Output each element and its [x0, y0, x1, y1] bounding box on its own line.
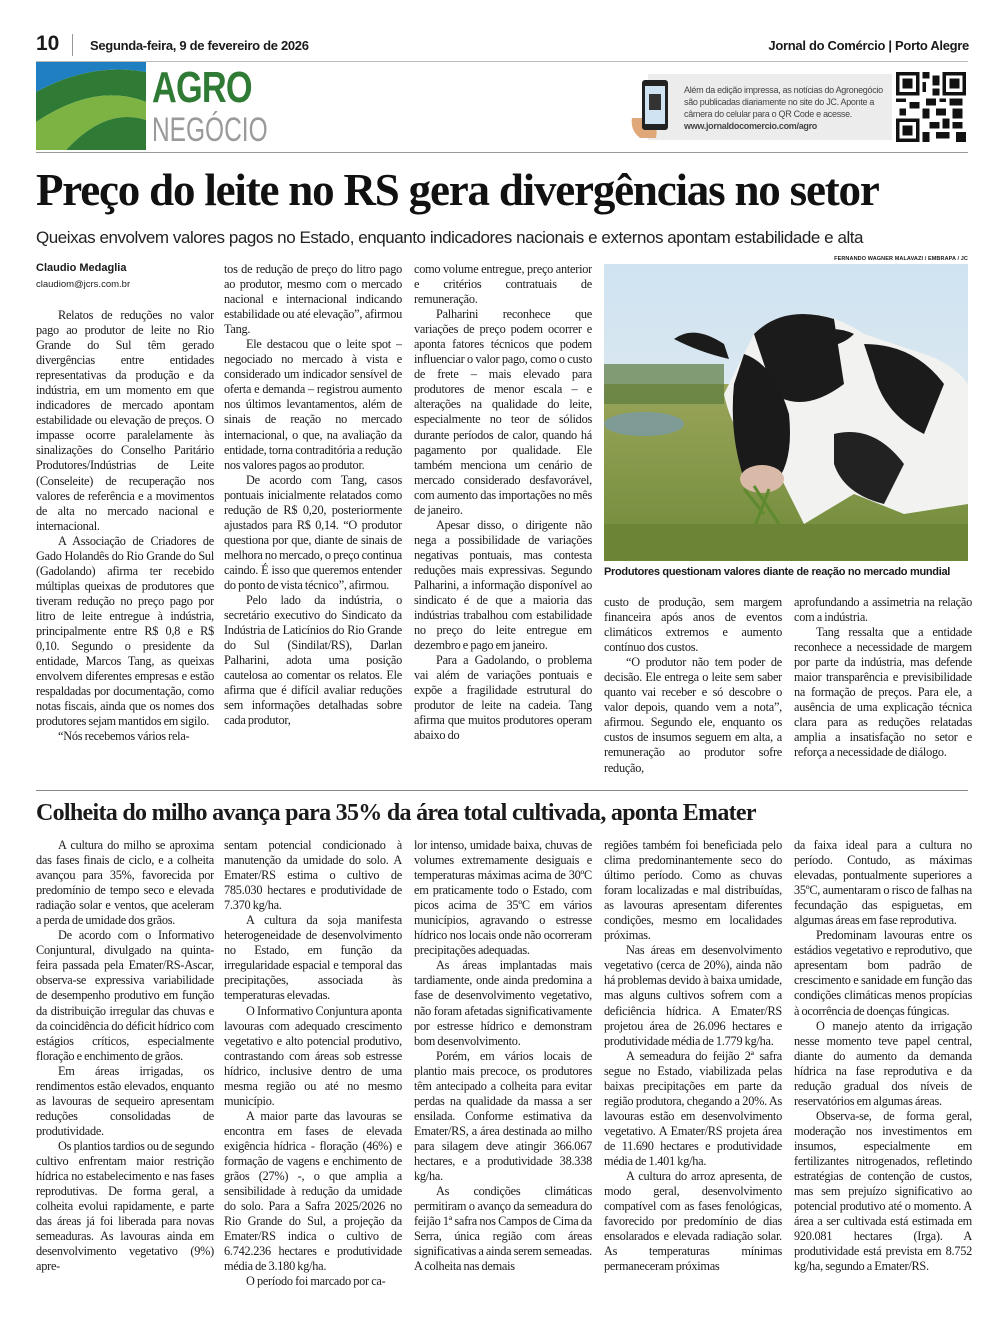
paragraph: custo de produção, sem margem financeira após anos de eventos climáticos extremos e aumento contínuo dos custos. [604, 595, 782, 655]
paragraph: O manejo atento da irrigação nesse momento teve papel central, diante do aumento da demanda hídrica na fase reprodutiva e da redução gradual dos níveis de reservatórios em algumas áreas. [794, 1018, 972, 1108]
paragraph: O Informativo Conjuntura aponta lavouras com adequado crescimento vegetativo e alto potencial produtivo, contrastando com áreas sob estresse hídrico, inclusive dentro de uma mesma região ou até no mesmo município. [224, 1003, 402, 1108]
edition-date: Segunda-feira, 9 de fevereiro de 2026 [90, 38, 309, 53]
section-logo-agro: AGRO [152, 63, 252, 112]
phone-icon [628, 78, 680, 140]
paragraph: Palharini reconhece que variações de preço podem ocorrer e aponta fatores técnicos que podem influenciar o valor pago, como o custo de frete – mais elevado para produtores de menor escala – e alterações na qualidade do leite, especialmente no teor de sólidos durante períodos de calor, quando há pagamento por qualidade. Ele também menciona um cenário de mercado considerado desfavorável, com aumento das importações no mês de janeiro. [414, 307, 592, 517]
article1-column-3 [414, 262, 592, 778]
paragraph: tos de redução de preço do litro pago ao produtor, mesmo com o mercado nacional e internacional indicando estabilidade ou até elevação”, afirmou Tang. [224, 262, 402, 337]
paragraph: aprofundando a assimetria na relação com a indústria. [794, 595, 972, 625]
photo-caption: Produtores questionam valores diante de reação no mercado mundial [604, 566, 951, 578]
article-subheadline: Queixas envolvem valores pagos no Estado, enquanto indicadores nacionais e externos apontam estabilidade e alta [36, 228, 864, 247]
article1-column-5 [794, 595, 972, 778]
paragraph: A cultura da soja manifesta heterogeneidade de desenvolvimento no Estado, em função da irregularidade espacial e temporal das precipitações, associada às temperaturas elevadas. [224, 913, 402, 1003]
author-name: Claudio Medaglia [36, 262, 127, 274]
article2-column-2 [224, 838, 402, 1313]
article2-headline: Colheita do milho avança para 35% da área total cultivada, aponta Emater [36, 800, 756, 826]
paragraph: As condições climáticas permitiram o avanço da semeadura do feijão 1ª safra nos Campos de Cima da Serra, única região com áreas significativas a ainda serem semeadas. A colheita nas demais [414, 1184, 592, 1274]
article2-column-3 [414, 838, 592, 1313]
article2-column-5 [794, 838, 972, 1313]
section-logo-negocio: NEGÓCIO [152, 111, 268, 149]
promo-description: Além da edição impressa, as notícias do Agronegócio são publicadas diariamente no site do JC. Aponte a câmera do celular para o QR Code e acesse. [684, 85, 883, 119]
article1-column-4 [604, 595, 782, 778]
paragraph: A cultura do arroz apresenta, de modo geral, desenvolvimento compatível com as fases fenológicas, favorecido por predomínio de dias ensolarados e elevada radiação solar. As temperaturas mínimas permaneceram próximas [604, 1169, 782, 1274]
author-email[interactable]: claudiom@jcrs.com.br [36, 279, 131, 290]
paragraph: sentam potencial condicionado à manutenção da umidade do solo. A Emater/RS estima o cultivo de 785.030 hectares e produtividade de 7.370 kg/ha. [224, 838, 402, 913]
article2-column-4 [604, 838, 782, 1313]
article-headline: Preço do leite no RS gera divergências no setor [36, 165, 879, 215]
paragraph: As áreas implantadas mais tardiamente, onde ainda predomina a fase de desenvolvimento vegetativo, não foram afetadas significativamente por estresse hídrico e demonstram bom desenvolvimento. [414, 958, 592, 1048]
divider [36, 61, 968, 62]
paragraph: Relatos de reduções no valor pago ao produtor de leite no Rio Grande do Sul têm gerado divergências entre entidades representativas da produção e da indústria, em um momento em que indicadores de mercado apontam estabilidade ou elevação de preços. O impasse ocorre paralelamente às sinalizações do Conselho Paritário Produtores/Indústrias de Leite (Conseleite) de recuperação nos valores de referência e a movimentos de alta no mercado nacional e internacional. [36, 308, 214, 533]
article1-column-1 [36, 308, 214, 778]
paragraph: regiões também foi beneficiada pelo clima predominantemente seco do último período. Como as chuvas foram localizadas e mal distribuídas, as lavouras apresentam diferentes condições, mesmo em localidades próximas. [604, 838, 782, 943]
divider [36, 152, 968, 153]
qr-code-icon[interactable] [896, 72, 966, 142]
divider [72, 34, 73, 56]
paragraph: De acordo com Tang, casos pontuais inicialmente relatados como redução de R$ 0,20, posteriormente ajustados para R$ 0,14. “O produtor questiona por que, diante de sinais de melhora no mercado, o preço continua caindo. É isso que queremos entender do ponto de vista técnico”, afirmou. [224, 472, 402, 592]
article1-column-2 [224, 262, 402, 778]
paragraph: “O produtor não tem poder de decisão. Ele entrega o leite sem saber quanto vai receber e só descobre o valor depois, quando vem a nota”, afirmou. Segundo ele, enquanto os custos de insumos seguem em alta, a remuneração ao produtor sofre redução, [604, 655, 782, 775]
paragraph: A maior parte das lavouras se encontra em fases de elevada exigência hídrica - floração (46%) e formação de vagens e enchimento de grãos (27%) -, o que amplia a sensibilidade à redução da umidade do solo. Para a Safra 2025/2026 no Rio Grande do Sul, a projeção da Emater/RS indica o cultivo de 6.742.236 hectares e produtividade média de 3.180 kg/ha. [224, 1108, 402, 1274]
paragraph: da faixa ideal para a cultura no período. Contudo, as máximas elevadas, pontualmente superiores a 35ºC, aumentaram o risco de falhas na fecundação das espiguetas, em algumas áreas em fase reprodutiva. [794, 838, 972, 928]
paragraph: Ele destacou que o leite spot – negociado no mercado à vista e considerado um indicador sensível de oferta e demanda – registrou aumento nos últimos levantamentos, além de sinais de reação no mercado internacional, o que, na avaliação da entidade, torna contraditória a redução nos valores pagos ao produtor. [224, 337, 402, 472]
cow-photo [604, 264, 968, 561]
page-number: 10 [36, 32, 60, 55]
divider [36, 790, 968, 791]
paragraph: Observa-se, de forma geral, moderação nos investimentos em insumos, especialmente em fertilizantes nitrogenados, refletindo estratégias de contenção de custos, mas sem prejuízo significativo ao potencial produtivo até o momento. A área a ser cultivada está estimada em 920.081 hectares (Irga). A produtividade está prevista em 8.752 kg/ha, segundo a Emater/RS. [794, 1108, 972, 1274]
promo-url-link[interactable]: www.jornaldocomercio.com/agro [684, 121, 817, 131]
paragraph: Os plantios tardios ou de segundo cultivo enfrentam maior restrição hídrica no estabelecimento e nas fases reprodutivas. De forma geral, a colheita evolui rapidamente, e parte das áreas já foi liberada para novas semeaduras. As lavouras ainda em desenvolvimento vegetativo (9%) apre- [36, 1138, 214, 1274]
paragraph: lor intenso, umidade baixa, chuvas de volumes extremamente desiguais e temperaturas máximas acima de 30ºC em praticamente todo o Estado, com picos acima de 35ºC em vários municípios, agravando o estresse hídrico nos locais onde não ocorreram precipitações adequadas. [414, 838, 592, 958]
paragraph: Em áreas irrigadas, os rendimentos estão elevados, enquanto as lavouras de sequeiro apresentam reduções consolidadas de produtividade. [36, 1063, 214, 1138]
paragraph: De acordo com o Informativo Conjuntural, divulgado na quinta-feira passada pela Emater/RS-Ascar, observa-se expressiva variabilidade de desempenho produtivo em função da distribuição irregular das chuvas e da coincidência do déficit hídrico com estágios críticos, especialmente floração e enchimento de grãos. [36, 928, 214, 1063]
paragraph: Para a Gadolando, o problema vai além de variações pontuais e expõe a fragilidade estrutural do produtor de leite na cadeia. Tang afirma que muitos produtores operam abaixo do [414, 653, 592, 743]
paragraph: “Nós recebemos vários rela- [58, 729, 190, 744]
agro-logo-icon [36, 62, 146, 150]
promo-text [684, 84, 890, 132]
paragraph: Tang ressalta que a entidade reconhece a necessidade de margem por parte da indústria, mas defende maior transparência e previsibilidade na formação de preços. Para ele, a ausência de uma explicação técnica clara para as reduções relatadas amplia a insatisfação no setor e reforça a necessidade de diálogo. [794, 625, 972, 760]
paragraph: A semeadura do feijão 2ª safra segue no Estado, viabilizada pelas baixas precipitações em parte da região produtora, chegando a 20%. As lavouras estão em desenvolvimento vegetativo. A Emater/RS projeta área de 11.690 hectares e produtividade média de 1.401 kg/ha. [604, 1048, 782, 1168]
photo-credit: FERNANDO WAGNER MALAVAZI / EMBRAPA / JC [834, 256, 968, 262]
paragraph: Predominam lavouras entre os estádios vegetativo e reprodutivo, que apresentam bom padrão de crescimento e sanidade em função das condições climáticas menos propícias à ocorrência de doenças fúngicas. [794, 928, 972, 1018]
paragraph: Apesar disso, o dirigente não nega a possibilidade de variações negativas pontuais, mas contesta reduções mais expressivas. Segundo Palharini, a informação disponível ao sindicato é de que a maioria das indústrias trabalhou com estabilidade no preço do leite entregue em dezembro e pago em janeiro. [414, 517, 592, 653]
publication-name: Jornal do Comércio | Porto Alegre [768, 38, 969, 53]
paragraph: O período foi marcado por ca- [246, 1274, 386, 1289]
paragraph: A Associação de Criadores de Gado Holandês do Rio Grande do Sul (Gadolando) afirma ter recebido múltiplas queixas de produtores que tiveram redução no preço pago por litro de leite entregue à indústria, principalmente entre R$ 0,8 e R$ 0,10. Segundo o presidente da entidade, Marcos Tang, as queixas envolvem diferentes empresas e estão respaldadas por documentação, como notas fiscais, ainda que os nomes dos produtores sejam mantidos em sigilo. [36, 533, 214, 729]
paragraph: como volume entregue, preço anterior e critérios contratuais de remuneração. [414, 262, 592, 307]
paragraph: A cultura do milho se aproxima das fases finais de ciclo, e a colheita avançou para 35%, favorecida por predomínio de tempo seco e elevada radiação solar e ventos, que aceleram a perda de umidade dos grãos. [36, 838, 214, 928]
paragraph: Porém, em vários locais de plantio mais precoce, os produtores têm antecipado a colheita para evitar perdas na qualidade da massa a ser ensilada. Conforme estimativa da Emater/RS, a área destinada ao milho para silagem deve atingir 366.067 hectares, e a produtividade 38.338 kg/ha. [414, 1048, 592, 1184]
paragraph: Pelo lado da indústria, o secretário executivo do Sindicato da Indústria de Laticínios do Rio Grande do Sul (Sindilat/RS), Darlan Palharini, adota uma posição cautelosa ao comentar os relatos. Ele afirma que é difícil avaliar reduções sem informações detalhadas sobre cada produtor, [224, 593, 402, 728]
article2-column-1 [36, 838, 214, 1313]
paragraph: Nas áreas em desenvolvimento vegetativo (cerca de 20%), ainda não há problemas devido à baixa umidade, mas alguns cultivos sofrem com a deficiência hídrica. A Emater/RS projetou área de 26.096 hectares e produtividade média de 1.779 kg/ha. [604, 943, 782, 1048]
